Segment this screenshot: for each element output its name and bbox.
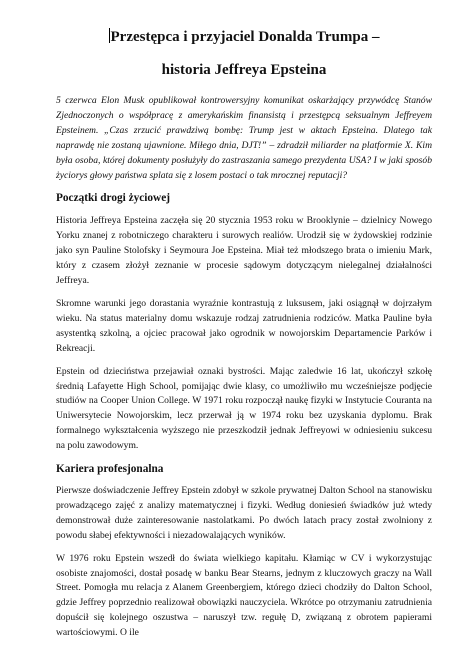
paragraph: Historia Jeffreya Epsteina zaczęła się 20 stycznia 1953 roku w Brooklynie – dzielnicy Nowego Yorku znanej z robotniczego charakteru i surowych realiów. Urodził się w żydowskiej rodzinie jako syn Pauline Stolofsky i Seymoura Joe Epsteina. Miał też młodszego brata o imieniu Mark, który z czasem złożył zeznanie w procesie sądowym dotyczącym nielegalnej działalności Jeffreya.: [56, 215, 432, 287]
paragraph: Epstein od dzieciństwa przejawiał oznaki bystrości. Mając zaledwie 16 lat, ukończył szkołę średnią Lafayette High School, pomijając dwie klasy, co umożliwiło mu wcześniejsze podjęcie studiów na Cooper Union College. W 1971 roku rozpoczął naukę fizyki w Instytucie Couranta na Uniwersytecie Nowojorskim, lecz przerwał ją w 1974 roku bez uzyskania dyplomu. Brak formalnego wykształcenia wyższego nie przeszkodził jednak Jeffreyowi w odniesieniu sukcesu na polu zawodowym.: [56, 365, 432, 452]
text-cursor: [109, 28, 110, 43]
paragraph: W 1976 roku Epstein wszedł do świata wielkiego kapitału. Kłamiąc w CV i wykorzystując osobiste znajomości, dostał posadę w banku Bear Stearns, jednym z kluczowych graczy na Wall Street. Pomogła mu relacja z Alanem Greenbergiem, którego dzieci chodziły do Dalton School, gdzie Jeffrey poprzednio realizował obowiązki nauczyciela. Wkrótce po otrzymaniu zatrudnienia dopuścił się kolejnego oszustwa – naruszył tzw. regułę D, związaną z obrotem papierami wartościowymi. O ile: [56, 552, 432, 639]
title-line-2: historia Jeffreya Epsteina: [161, 62, 327, 78]
paragraph: Pierwsze doświadczenie Jeffrey Epstein zdobył w szkole prywatnej Dalton School na stanowisku prowadzącego zajęć z analizy matematycznej i fizyki. Według doniesień świadków już wtedy demonstrował duże zainteresowanie nastolatkami. Po dwóch latach pracy został zwolniony z powodu słabej efektywności i niezadowalających wyników.: [56, 485, 432, 541]
document-body: [56, 28, 432, 641]
section-heading-early-life: Początki drogi życiowej: [56, 192, 170, 205]
lead-paragraph: 5 czerwca Elon Musk opublikował kontrowersyjny komunikat oskarżający przywódcę Stanów Zjednoczonych o współpracę z amerykańskim finansistą i przestępcą seksualnym Jeffreyem Epsteinem. „Czas zrzucić prawdziwą bombę: Trump jest w aktach Epsteina. Dlatego tak naprawdę nie zostaną ujawnione. Miłego dnia, DJT!” – zdradził miliarder na platformie X. Kim była osoba, której dokumenty posłużyły do zastraszania samego prezydenta USA? I w jaki sposób życiorys głowy państwa splata się z losem postaci o tak mrocznej reputacji?: [56, 95, 432, 181]
title-line-1: [56, 28, 432, 47]
paragraph: Skromne warunki jego dorastania wyraźnie kontrastują z luksusem, jaki osiągnął w dojrzałym wieku. Na status materialny domu wskazuje rodzaj zatrudnienia rodziców. Matka Pauline była asystentką szkolną, a ojciec pracował jako ogrodnik w nowojorskim Departamencie Parków i Rekreacji.: [56, 297, 432, 354]
title-line-1-text: Przestępca i przyjaciel Donalda Trumpa –: [110, 29, 380, 45]
section-heading-career: Kariera profesjonalna: [56, 463, 164, 476]
